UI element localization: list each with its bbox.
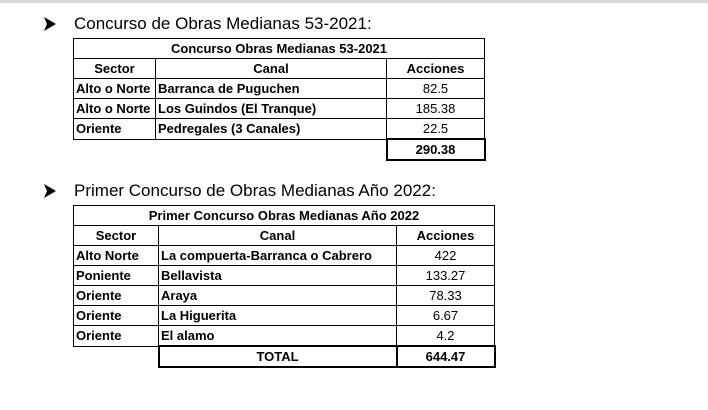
table2-row2-sector: Poniente [74,266,159,286]
table2-empty-cell [74,346,159,367]
table2-row3-sector: Oriente [74,286,159,306]
table1-row1-acciones: 82.5 [387,79,485,99]
section2-heading [44,181,436,201]
table2-header-acciones: Acciones [397,226,495,246]
table2-row5-sector: Oriente [74,326,159,347]
table-obras-medianas-2022 [73,205,496,368]
table-obras-medianas-2021 [73,38,486,161]
table2-title: Primer Concurso Obras Medianas Año 2022 [74,206,495,226]
table1-empty-cell [74,139,156,160]
table2-total: 644.47 [397,346,495,367]
table1-row1-canal: Barranca de Puguchen [156,79,387,99]
table2-row2-acciones: 133.27 [397,266,495,286]
table1-header-sector: Sector [74,59,156,79]
table2-header-sector: Sector [74,226,159,246]
table-row [74,286,495,306]
arrow-bullet-icon [44,184,56,198]
table1-empty-cell [156,139,387,160]
table2-row2-canal: Bellavista [159,266,397,286]
section1-heading-text: Concurso de Obras Medianas 53-2021: [74,14,372,33]
section2-heading-text: Primer Concurso de Obras Medianas Año 2022: [74,181,436,200]
table2-row3-acciones: 78.33 [397,286,495,306]
table2-total-label: TOTAL [159,346,397,367]
section1-heading [44,14,372,34]
table1-row3-acciones: 22.5 [387,119,485,140]
table1-header-acciones: Acciones [387,59,485,79]
table1-header-canal: Canal [156,59,387,79]
table1-row2-canal: Los Guindos (El Tranque) [156,99,387,119]
table-row [74,266,495,286]
page-top-edge [0,0,708,3]
table2-row3-canal: Araya [159,286,397,306]
table-row [74,246,495,266]
table2-row4-sector: Oriente [74,306,159,326]
table-row [74,326,495,347]
table1-row1-sector: Alto o Norte [74,79,156,99]
table1-title: Concurso Obras Medianas 53-2021 [74,39,485,59]
table-row [74,306,495,326]
table1-total: 290.38 [387,139,485,160]
table2-row1-canal: La compuerta-Barranca o Cabrero [159,246,397,266]
table1-row3-sector: Oriente [74,119,156,140]
table2-row4-canal: La Higuerita [159,306,397,326]
table1-row3-canal: Pedregales (3 Canales) [156,119,387,140]
table1-row2-acciones: 185.38 [387,99,485,119]
table1-row2-sector: Alto o Norte [74,99,156,119]
table2-header-canal: Canal [159,226,397,246]
table-row [74,119,485,140]
table2-row1-acciones: 422 [397,246,495,266]
table2-row4-acciones: 6.67 [397,306,495,326]
table2-row5-acciones: 4.2 [397,326,495,347]
table2-row1-sector: Alto Norte [74,246,159,266]
table-row [74,79,485,99]
table-row [74,99,485,119]
table2-row5-canal: El alamo [159,326,397,347]
arrow-bullet-icon [44,17,56,31]
